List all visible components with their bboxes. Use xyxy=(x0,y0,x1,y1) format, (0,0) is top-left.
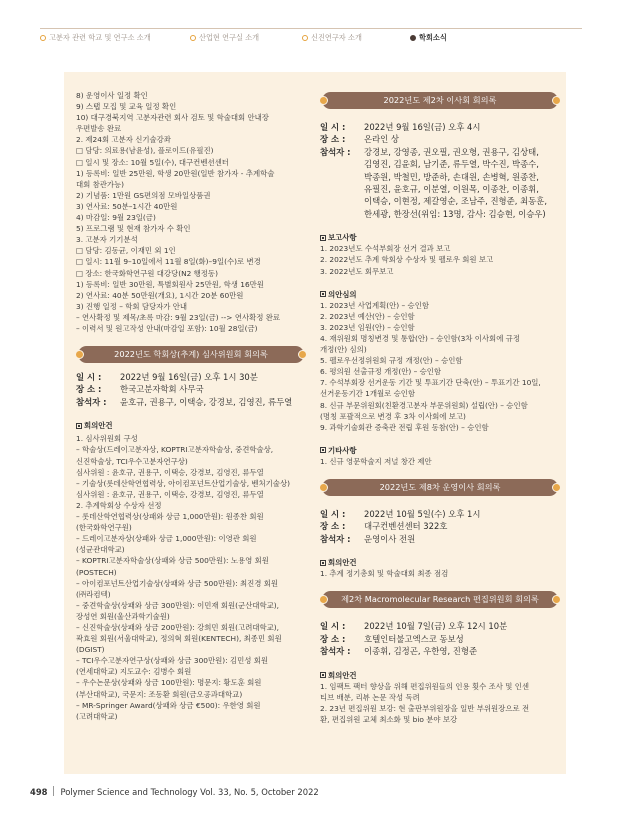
list-item: 1) 등록비: 일반 25만원, 학생 20만원(일반 참가자 - 추계학술 xyxy=(76,168,275,178)
top-navigation xyxy=(0,0,622,40)
nav-dot-icon xyxy=(302,35,308,41)
list-item: – 연사확정 및 제목/초록 마감: 9월 23일(금) --> 연사확정 완료 xyxy=(76,312,281,322)
meta-row: 장 소 : 대구컨벤션센터 322호 xyxy=(320,521,448,532)
list-item: 1. 2023년 사업계획(안) – 승인함 xyxy=(320,300,429,310)
meta-row: 참석자 : 이종휘, 김정곤, 우한영, 진형준 xyxy=(320,646,478,657)
nav-dot-icon xyxy=(40,35,46,41)
section-banner xyxy=(320,591,560,608)
section-banner xyxy=(76,346,306,363)
meta-row: 장 소 : 호텔인터불고엑스코 동보성 xyxy=(320,633,464,644)
list-item: 환, 편집위원 교체 최소화 및 bio 분야 보강 xyxy=(320,715,458,725)
list-item: – 기술상(롯데산학연협력상, 아이컴포넌트산업기술상, 벤처기술상) xyxy=(76,478,290,488)
list-item: □ 담당: 의료용(남윤성), 플로이드(유필진) xyxy=(76,146,214,156)
nav-item-researchers[interactable]: 신진연구자 소개 xyxy=(302,33,362,43)
list-item: 4) 마감일: 9월 23일(금) xyxy=(76,213,156,223)
list-item: (㈜라컴텍) xyxy=(76,589,111,599)
list-item: 4. 재위원회 명칭변경 및 통합(안) – 승인함(3차 이사회에 규정 xyxy=(320,334,520,343)
list-item: 1) 등록비: 일반 30만원, 특별회원사 25만원, 학생 16만원 xyxy=(76,279,264,289)
footer-divider xyxy=(53,786,54,796)
list-item: □ 담당: 김동균, 이재민 외 1인 xyxy=(76,246,176,256)
page-number: 498 xyxy=(30,787,48,797)
list-item: 2) 기념품: 1만원 GS편의점 모바일상품권 xyxy=(76,190,211,200)
list-item: 3) 연사료: 50분–1시간 40만원 xyxy=(76,201,178,211)
other-list xyxy=(320,456,560,467)
list-item: 개정(안) 심의) xyxy=(320,345,367,355)
meta-row: 장 소 : 온라인 상 xyxy=(320,134,400,145)
section-heading: 의안심의 xyxy=(320,289,560,300)
list-item: 3. 2023년 임원(안) – 승인함 xyxy=(320,322,415,332)
meta-row: 일 시 : 2022년 10월 7일(금) 오후 12시 10분 xyxy=(320,621,508,632)
left-column xyxy=(76,90,306,722)
nav-dot-icon xyxy=(190,35,196,41)
list-item: (연세대학교) 지도교수: 김병수 회원 xyxy=(76,667,192,677)
left-list-2 xyxy=(76,433,306,721)
page-footer xyxy=(30,786,319,797)
items-list-2 xyxy=(320,568,560,579)
list-item: 1. 임팩트 팩터 향상을 위해 편집위원들의 인용 횟수 조사 및 인센 xyxy=(320,681,530,691)
list-item: 3. 2022년도 회무보고 xyxy=(320,266,394,276)
list-item: 8. 신규 부문위원회(친환경고분자 부문위원회) 설립(안) – 승인함 xyxy=(320,400,528,410)
left-list-1 xyxy=(76,90,306,334)
nav-item-labs[interactable]: 산업현 연구실 소개 xyxy=(190,33,259,43)
list-item: – 중견학술상(상패와 상금 300만원): 이민재 회원(군산대학교), xyxy=(76,600,279,610)
section-banner xyxy=(320,92,560,109)
list-item: – TCI우수고분자연구상(상패와 상금 300만원): 김민성 회원 xyxy=(76,656,269,666)
list-item: 심사위원 : 윤호규, 권용구, 이택승, 강경보, 김영진, 류두열 xyxy=(76,467,264,477)
list-item: 2. 2023년 예산(안) – 승인함 xyxy=(320,311,415,321)
square-bullet-icon xyxy=(320,235,326,241)
list-item: (DGIST) xyxy=(76,645,105,655)
section-banner xyxy=(320,479,560,496)
section-heading: 회의안건 xyxy=(76,420,306,431)
square-bullet-icon xyxy=(320,560,326,566)
report-list xyxy=(320,243,560,276)
attendees-line: 한세광, 한장선(위임: 13명, 감사: 김승현, 이승우) xyxy=(364,208,546,219)
meta-row: 장 소 : 한국고분자학회 사무국 xyxy=(76,384,204,395)
list-item: 신진학술상, TCI우수고분자연구상) xyxy=(76,456,188,466)
list-item: (성균관대학교) xyxy=(76,545,125,555)
list-item: 6. 평의원 선출규정 개정(안) – 승인함 xyxy=(320,367,442,377)
meta-row: 참석자 : 강경보, 강영종, 권오필, 권오형, 권용구, 김상태, xyxy=(320,146,539,157)
list-item: 2. 제24회 고분자 신기술강좌 xyxy=(76,135,171,145)
list-item: 티브 배분, 리뷰 논문 작성 독려 xyxy=(320,692,420,702)
banner-title: 2022년도 학회상(추계) 심사위원회 회의록 xyxy=(114,349,268,360)
list-item: – 학술상(드레이고분자상, KOPTRI고분자학술상, 중견학술상, xyxy=(76,445,274,455)
list-item: 2. 추계학회상 수상자 선정 xyxy=(76,500,162,510)
list-item: 장성연 회원(울산과학기술원) xyxy=(76,611,170,621)
list-item: □ 장소: 한국화학연구원 대강당(N2 행정동) xyxy=(76,268,218,278)
list-item: (한국화학연구원) xyxy=(76,523,132,533)
nav-item-schools[interactable]: 고분자 관련 학교 및 연구소 소개 xyxy=(40,33,151,43)
square-bullet-icon xyxy=(320,291,326,297)
list-item: 2. 2022년도 추계 학회상 수상자 및 펠로우 회원 보고 xyxy=(320,255,494,265)
list-item: 선거운동기간 1개월로 승인함 xyxy=(320,389,416,399)
list-item: (POSTECH) xyxy=(76,567,117,577)
content-panel xyxy=(64,72,566,774)
section-heading: 회의안건 xyxy=(320,557,560,568)
banner-title: 2022년도 제2차 이사회 회의록 xyxy=(383,95,497,105)
banner-title: 2022년도 제8차 운영이사 회의록 xyxy=(379,482,501,493)
list-item: (고려대학교) xyxy=(76,711,118,721)
list-item: 대회 참관가능) xyxy=(76,179,125,189)
meeting-meta xyxy=(320,508,560,545)
attendees-line: 이택승, 이현정, 제갈영순, 조남주, 진형준, 최동훈, xyxy=(364,196,547,207)
section-heading: 회의안건 xyxy=(320,670,560,681)
banner-title: 제2차 Macromolecular Research 편집위원회 회의록 xyxy=(341,594,539,605)
list-item: 9. 과학기술회관 증축관 전립 후원 동참(안) – 승인함 xyxy=(320,422,489,432)
list-item: 5) 프로그램 및 현재 참가자 수 확인 xyxy=(76,224,191,234)
list-item: 2) 연사료: 40분 50만원(개요), 1시간 20분 60만원 xyxy=(76,290,244,300)
list-item: 우편발송 완료 xyxy=(76,124,122,134)
list-item: – 우수논문상(상패와 상금 100만원): 명문지: 황도훈 회원 xyxy=(76,678,262,688)
list-item: (명칭 포괄적으로 변경 후 3차 이사회에 보고) xyxy=(320,411,466,421)
list-item: – 아이컴포넌트산업기술상(상패와 상금 500만원): 최진경 회원 xyxy=(76,578,279,588)
list-item: 1. 심사위원회 구성 xyxy=(76,434,138,444)
meta-row: 일 시 : 2022년 9월 16일(금) 오후 1시 30분 xyxy=(76,372,258,383)
section-heading: 기타사항 xyxy=(320,445,560,456)
nav-item-news[interactable]: 학회소식 xyxy=(410,33,447,43)
list-item: – 드레이고분자상(상패와 상금 1,000만원): 이영관 회원 xyxy=(76,534,257,544)
nav-dot-icon xyxy=(410,35,416,41)
list-item: 9) 스탭 모집 및 교육 일정 확인 xyxy=(76,102,177,112)
list-item: 3) 진행 일정 – 학회 담당자가 안내 xyxy=(76,301,188,311)
nav-line xyxy=(40,28,582,29)
list-item: 1. 신규 영문학술지 저널 창간 제안 xyxy=(320,456,432,466)
right-column xyxy=(320,86,560,725)
meta-row: 일 시 : 2022년 10월 5일(수) 오후 1시 xyxy=(320,509,481,520)
list-item: 8) 운영이사 일정 확인 xyxy=(76,91,148,100)
section-heading: 보고사항 xyxy=(320,232,560,243)
square-bullet-icon xyxy=(320,672,326,678)
meeting-meta xyxy=(320,620,560,657)
list-item: 2. 23년 편집위원 보강: 현 출판부위원장을 일반 부위원장으로 전 xyxy=(320,703,530,713)
list-item: 1. 2023년도 수석부회장 선거 결과 보고 xyxy=(320,244,451,254)
agenda-list xyxy=(320,300,560,433)
attendees-line: 유필진, 윤호규, 이분열, 이원목, 이종찬, 이종휘, xyxy=(364,184,539,195)
list-item: – MR-Springer Award(상패와 상금 €500): 우한영 회원 xyxy=(76,700,261,710)
list-item: 심사위원 : 윤호규, 권용구, 이택승, 강경보, 김영진, 류두열 xyxy=(76,489,264,499)
list-item: 7. 수석부회장 선거운동 기간 및 투표기간 단축(안) – 투표기간 10일, xyxy=(320,378,541,388)
list-item: – 신진학술상(상패와 상금 200만원): 강희민 회원(고려대학교), xyxy=(76,622,279,632)
meeting-meta xyxy=(76,371,306,408)
attendees-line: 박종원, 박철민, 방준하, 손대원, 손병혁, 원종찬, xyxy=(364,171,539,182)
list-item: – KOPTRI고분자학술상(상패와 상금 500만원): 노용영 회원 xyxy=(76,556,269,566)
list-item: □ 일시 및 장소: 10월 5일(수), 대구컨벤션센터 xyxy=(76,157,229,167)
meta-row: 참석자 : 운영이사 전원 xyxy=(320,533,416,544)
square-bullet-icon xyxy=(320,447,326,453)
meta-row: 일 시 : 2022년 9월 16일(금) 오후 4시 xyxy=(320,122,481,132)
list-item: 5. 펠로우선정위원회 규정 개정(안) – 승인함 xyxy=(320,356,463,366)
list-item: 1. 추계 정기총회 및 학술대회 최종 점검 xyxy=(320,569,449,579)
list-item: (부산대학교), 국문지: 조동환 회원(금오공과대학교) xyxy=(76,689,243,699)
meta-row: 참석자 : 윤호규, 권용구, 이택승, 강경보, 김영진, 류두열 xyxy=(76,396,293,407)
list-item: 곽효원 회원(서울대학교), 정의혁 회원(KENTECH), 최종민 회원 xyxy=(76,634,282,644)
list-item: – 이력서 및 원고작성 안내(마감일 포함): 10월 28일(금) xyxy=(76,323,258,333)
attendees-line: 김영진, 김윤회, 남기준, 류두열, 박수진, 박종수, xyxy=(364,159,539,170)
journal-info: Polymer Science and Technology Vol. 33, No. 5, October 2022 xyxy=(60,787,319,797)
list-item: □ 일시: 11월 9–10일에서 11월 8일(화)–9일(수)로 변경 xyxy=(76,257,261,267)
list-item: 10) 대구경북지역 고분자관련 회사 검토 및 학술대회 안내장 xyxy=(76,113,269,123)
list-item: 3. 고분자 기기분석 xyxy=(76,235,138,245)
list-item: – 롯데산학연협력상(상패와 상금 1,000만원): 원종찬 회원 xyxy=(76,512,264,522)
items-list-3 xyxy=(320,681,560,725)
square-bullet-icon xyxy=(76,423,82,429)
meeting-meta xyxy=(320,121,560,220)
